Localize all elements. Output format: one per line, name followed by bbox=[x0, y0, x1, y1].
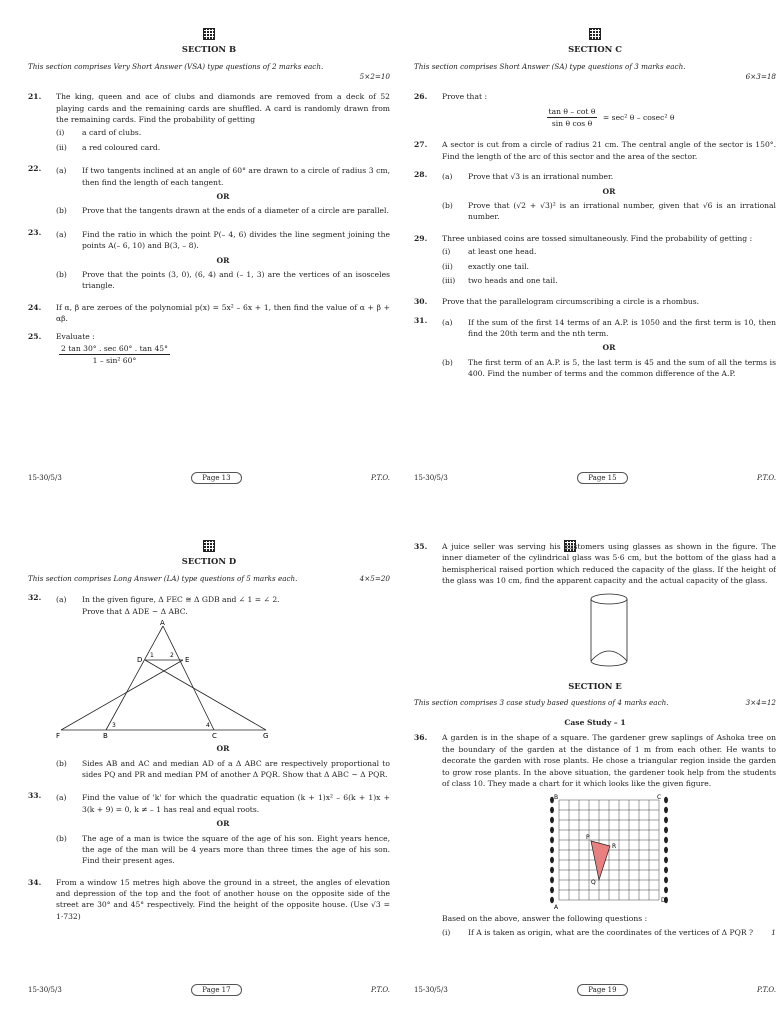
sub-text: Find the ratio in which the point P(– 4, 6) divides the line segment joining the points A(– 6, 10) and B(3, – 8). bbox=[82, 229, 390, 251]
label-b: B bbox=[554, 794, 559, 802]
tree-icon bbox=[550, 897, 554, 903]
section-intro bbox=[28, 62, 390, 73]
sub-label: (a) bbox=[56, 166, 67, 176]
tree-icon bbox=[550, 877, 554, 883]
line-gd bbox=[145, 660, 266, 730]
sub-label: (iii) bbox=[442, 275, 456, 285]
tree-icon bbox=[664, 847, 668, 853]
page-footer bbox=[28, 472, 390, 485]
sub-text: at least one head. bbox=[468, 247, 537, 257]
question-25 bbox=[28, 331, 390, 366]
sub-label: (a) bbox=[56, 793, 67, 803]
sub-label: (a) bbox=[442, 317, 453, 327]
page-number: Page 13 bbox=[191, 472, 241, 485]
question-number: 24. bbox=[28, 302, 42, 312]
question-number: 31. bbox=[414, 315, 428, 325]
question-number: 32. bbox=[28, 593, 42, 603]
rhs-expression: = sec² θ – cosec² θ bbox=[602, 112, 675, 122]
sub-text: If the sum of the first 14 terms of an A.P. is 1050 and the first term is 10, then find the 20th term and the nth term. bbox=[468, 317, 776, 339]
intro-text: This section comprises Long Answer (LA) type questions of 5 marks each. bbox=[28, 573, 298, 583]
page-footer bbox=[28, 984, 390, 997]
question-22 bbox=[28, 163, 390, 220]
tree-icon bbox=[550, 867, 554, 873]
label-r: R bbox=[612, 843, 617, 851]
sub-label: (b) bbox=[442, 357, 453, 367]
sub-text: Sides AB and AC and median AD of a Δ ABC are respectively proportional to sides PQ and PR and median PM of another Δ PQR. Show that Δ ABC ~ Δ PQR. bbox=[82, 758, 390, 779]
section-intro bbox=[414, 698, 776, 709]
sub-text: If two tangents inclined at an angle of 60° are drawn to a circle of radius 3 cm, then find the length of each tangent. bbox=[82, 166, 390, 187]
triangle-figure bbox=[56, 620, 296, 740]
question-36 bbox=[414, 732, 776, 941]
section-intro bbox=[414, 62, 776, 73]
question-24 bbox=[28, 302, 390, 325]
sub-label: (i) bbox=[442, 247, 451, 257]
or-divider: OR bbox=[216, 191, 230, 201]
tree-icon bbox=[664, 857, 668, 863]
question-text: From a window 15 metres high above the ground in a street, the angles of elevation and depression of the top and the foot of another house on the opposite side of the street are 30° and 45° respectively. Find the height of the opposite house. (Use √3 = 1·732) bbox=[56, 877, 390, 921]
tree-icon bbox=[664, 837, 668, 843]
label-c: C bbox=[212, 732, 217, 741]
question-text: Evaluate : bbox=[56, 332, 95, 342]
side-ac bbox=[163, 626, 214, 730]
fraction bbox=[59, 343, 170, 367]
fraction bbox=[547, 106, 598, 130]
after-figure-text: Based on the above, answer the following questions : bbox=[442, 914, 648, 924]
label-g: G bbox=[263, 732, 269, 741]
question-text: If α, β are zeroes of the polynomial p(x) = 5x² – 6x + 1, then find the value of α + β + αβ. bbox=[56, 302, 390, 324]
question-number: 30. bbox=[414, 297, 428, 307]
page-17 bbox=[28, 540, 390, 1000]
sub-text: two heads and one tail. bbox=[468, 275, 558, 285]
sub-label: (ii) bbox=[442, 261, 453, 271]
question-text: Prove that : bbox=[442, 92, 488, 102]
side-ab bbox=[106, 626, 163, 730]
glass-bottom-rim bbox=[591, 661, 627, 666]
section-marks: 6×3=18 bbox=[745, 72, 776, 82]
section-marks: 4×5=20 bbox=[359, 573, 390, 583]
page-number: Page 19 bbox=[577, 984, 627, 997]
sub-text: The first term of an A.P. is 5, the last term is 45 and the sum of all the terms is 400. Find the number of terms and the common difference of the A.P. bbox=[468, 357, 776, 379]
section-title: SECTION D bbox=[181, 556, 237, 566]
glass-hemisphere bbox=[591, 651, 627, 661]
sub-text: a red coloured card. bbox=[82, 142, 161, 152]
or-divider: OR bbox=[602, 343, 616, 353]
tree-icon bbox=[664, 817, 668, 823]
intro-text: This section comprises Very Short Answer (VSA) type questions of 2 marks each. bbox=[28, 61, 324, 71]
section-title: SECTION C bbox=[568, 44, 622, 54]
section-marks: 5×2=10 bbox=[359, 72, 390, 82]
sub-label: (ii) bbox=[56, 142, 67, 152]
pto-label: P.T.O. bbox=[757, 473, 776, 482]
sub-label: (i) bbox=[442, 927, 451, 937]
angle-1: 1 bbox=[150, 652, 154, 660]
tree-icon bbox=[550, 837, 554, 843]
sub-label: (a) bbox=[56, 229, 67, 239]
question-21 bbox=[28, 91, 390, 156]
question-text: A sector is cut from a circle of radius 21 cm. The central angle of the sector is 150°. Find the length of the arc of this sector and the area of the sector. bbox=[442, 140, 776, 161]
sub-text: Prove that √3 is an irrational number. bbox=[468, 172, 614, 182]
sub-label: (a) bbox=[442, 172, 453, 182]
question-number: 35. bbox=[414, 542, 428, 551]
or-divider: OR bbox=[216, 819, 230, 829]
intro-text: This section comprises Short Answer (SA) type questions of 3 marks each. bbox=[414, 61, 686, 71]
angle-4: 4 bbox=[206, 722, 210, 730]
question-text: The king, queen and ace of clubs and diamonds are removed from a deck of 52 playing cards and the remaining cards are shuffled. A card is randomly drawn from the remaining cards. Find the probability of getting bbox=[56, 92, 390, 124]
angle-2: 2 bbox=[170, 652, 174, 660]
section-intro bbox=[28, 574, 390, 585]
paper-code: 15-30/5/3 bbox=[414, 985, 448, 994]
page-13 bbox=[28, 28, 390, 488]
page-number: Page 17 bbox=[191, 984, 241, 997]
sub-label: (b) bbox=[56, 758, 67, 768]
question-number: 22. bbox=[28, 164, 42, 174]
question-34 bbox=[28, 877, 390, 923]
tree-icon bbox=[664, 877, 668, 883]
sub-label: (i) bbox=[56, 128, 65, 138]
section-title: SECTION E bbox=[568, 680, 622, 691]
qr-code-icon bbox=[589, 28, 601, 40]
tree-icon bbox=[664, 807, 668, 813]
qr-code-icon bbox=[203, 540, 215, 552]
numerator: 2 tan 30° . sec 60° . tan 45° bbox=[59, 343, 170, 355]
tree-icon bbox=[664, 887, 668, 893]
question-number: 28. bbox=[414, 170, 428, 180]
question-27 bbox=[414, 139, 776, 162]
or-divider: OR bbox=[602, 186, 616, 196]
question-30 bbox=[414, 296, 776, 307]
paper-code: 15-30/5/3 bbox=[28, 985, 62, 994]
question-number: 36. bbox=[414, 733, 428, 743]
tree-icon bbox=[550, 827, 554, 833]
sub-label: (b) bbox=[56, 269, 67, 279]
or-divider: OR bbox=[216, 744, 230, 754]
sub-text: Prove that the tangents drawn at the ends of a diameter of a circle are parallel. bbox=[82, 206, 389, 216]
tree-icon bbox=[550, 817, 554, 823]
question-35 bbox=[414, 541, 776, 673]
label-a: A bbox=[554, 904, 559, 912]
question-text: A juice seller was serving his customers using glasses as shown in the figure. The inner diameter of the cylindrical glass was 5·6 cm, but the bottom of the glass had a hemispherical raised portion which reduced the capacity of the glass. If the height of the glass was 10 cm, find the apparent capacity and the actual capacity of the glass. bbox=[442, 542, 776, 586]
numerator: tan θ – cot θ bbox=[547, 106, 598, 118]
label-c: C bbox=[657, 794, 662, 802]
section-title: SECTION B bbox=[181, 44, 237, 54]
denominator: 1 – sin² 60° bbox=[92, 356, 137, 366]
garden-grid-figure bbox=[544, 792, 674, 910]
tree-icon bbox=[664, 827, 668, 833]
question-text: Prove that the parallelogram circumscribing a circle is a rhombus. bbox=[442, 297, 700, 307]
tree-icon bbox=[664, 797, 668, 803]
glass-top-rim bbox=[591, 594, 627, 604]
or-divider: OR bbox=[216, 255, 230, 265]
question-number: 27. bbox=[414, 140, 428, 150]
section-marks: 3×4=12 bbox=[745, 698, 776, 708]
triangle-pqr bbox=[591, 841, 610, 880]
paper-code: 15-30/5/3 bbox=[414, 473, 448, 482]
paper-code: 15-30/5/3 bbox=[28, 473, 62, 482]
sub-text: Prove that the points (3, 0), (6, 4) and (– 1, 3) are the vertices of an isosceles triangle. bbox=[82, 269, 390, 291]
label-a: A bbox=[160, 619, 165, 628]
angle-3: 3 bbox=[112, 722, 116, 730]
tree-icon bbox=[550, 847, 554, 853]
glass-figure bbox=[579, 591, 639, 671]
question-number: 25. bbox=[28, 332, 42, 342]
label-f: F bbox=[56, 732, 61, 741]
question-number: 34. bbox=[28, 877, 42, 887]
line-fe bbox=[61, 660, 183, 730]
sub-text: In the given figure, Δ FEC ≅ Δ GDB and ∠ 1 = ∠ 2. bbox=[82, 595, 280, 605]
page-19 bbox=[414, 540, 776, 1000]
question-number: 26. bbox=[414, 92, 428, 102]
label-e: E bbox=[185, 656, 190, 665]
tree-icon bbox=[664, 867, 668, 873]
page-footer bbox=[414, 472, 776, 485]
question-28 bbox=[414, 169, 776, 226]
sub-text: The age of a man is twice the square of the age of his son. Eight years hence, the age of the man will be 4 years more than three times the age of his son. Find their present ages. bbox=[82, 833, 390, 866]
pto-label: P.T.O. bbox=[371, 473, 390, 482]
page-number: Page 15 bbox=[577, 472, 627, 485]
question-number: 21. bbox=[28, 92, 42, 102]
question-23 bbox=[28, 227, 390, 295]
label-p: P bbox=[586, 834, 590, 842]
label-q: Q bbox=[591, 879, 596, 887]
question-number: 23. bbox=[28, 227, 42, 237]
page-footer bbox=[414, 984, 776, 997]
sub-label: (b) bbox=[56, 206, 67, 216]
sub-text: a card of clubs. bbox=[82, 128, 142, 138]
tree-icon bbox=[550, 807, 554, 813]
question-33 bbox=[28, 790, 390, 869]
tree-icon bbox=[550, 857, 554, 863]
tree-icon bbox=[550, 887, 554, 893]
question-26 bbox=[414, 91, 776, 132]
sub-label: (b) bbox=[442, 200, 453, 210]
sub-text: Prove that (√2 + √3)² is an irrational number, given that √6 is an irrational number. bbox=[468, 200, 776, 222]
question-text: Three unbiased coins are tossed simultaneously. Find the probability of getting : bbox=[442, 233, 753, 243]
sub-marks: 1 bbox=[771, 927, 776, 937]
sub-text: exactly one tail. bbox=[468, 261, 529, 271]
question-text: A garden is in the shape of a square. The gardener grew saplings of Ashoka tree on the boundary of the garden at the distance of 1 m from each other. He wants to decorate the garden with rose plants. He chose a triangular region inside the garden to grow rose plants. In the above situation, the gardener took help from the students of class 10. They made a chart for it which looks like the given figure. bbox=[442, 733, 776, 788]
sub-text: Prove that Δ ADE ~ Δ ABC. bbox=[82, 606, 188, 616]
question-number: 33. bbox=[28, 791, 42, 801]
intro-text: This section comprises 3 case study based questions of 4 marks each. bbox=[414, 698, 669, 708]
denominator: sin θ cos θ bbox=[551, 118, 593, 128]
question-31 bbox=[414, 315, 776, 383]
case-study-title: Case Study – 1 bbox=[564, 717, 626, 727]
label-b: B bbox=[103, 732, 108, 741]
sub-label: (b) bbox=[56, 833, 67, 843]
sub-text: Find the value of 'k' for which the quadratic equation (k + 1)x² – 6(k + 1)x + 3(k + 9) = 0, k ≠ – 1 has real and equal roots. bbox=[82, 793, 390, 814]
pto-label: P.T.O. bbox=[371, 985, 390, 994]
pto-label: P.T.O. bbox=[757, 985, 776, 994]
sub-text: If A is taken as origin, what are the coordinates of the vertices of Δ PQR ? bbox=[468, 927, 754, 937]
label-d: D bbox=[661, 897, 666, 905]
qr-code-icon bbox=[203, 28, 215, 40]
label-d: D bbox=[137, 656, 143, 665]
sub-label: (a) bbox=[56, 595, 67, 605]
question-32 bbox=[28, 592, 390, 783]
question-number: 29. bbox=[414, 233, 428, 243]
question-29 bbox=[414, 233, 776, 290]
page-15 bbox=[414, 28, 776, 488]
